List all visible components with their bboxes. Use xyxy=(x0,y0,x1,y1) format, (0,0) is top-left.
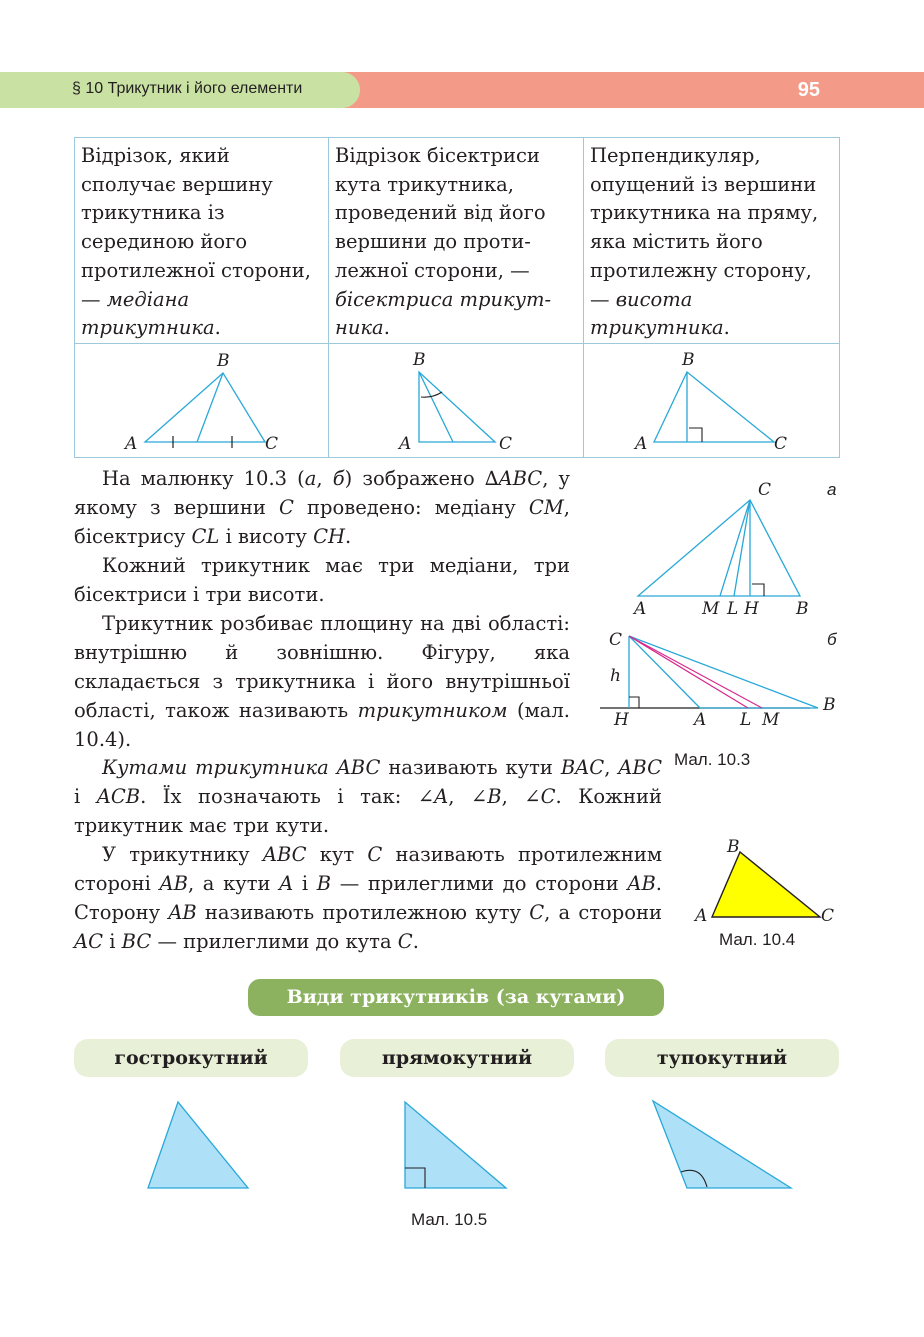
section-header xyxy=(0,72,360,108)
figure-10-3-a xyxy=(596,474,846,624)
altitude-figure xyxy=(584,344,840,457)
section-title: § 10 Трикутник і його елементи xyxy=(72,80,303,97)
definition-bisector: Відрізок бісектриси кута трикутника, проведений від його вершини до протилежної сторони, — бісектриса трикутника. xyxy=(329,138,584,344)
label-h: H xyxy=(744,599,759,619)
label-obtuse: тупокутний xyxy=(605,1039,839,1077)
median-figure xyxy=(75,344,329,457)
label-m: M xyxy=(702,599,720,619)
vertex-label-b: B xyxy=(682,349,695,370)
label-c: C xyxy=(758,480,772,500)
label-h-foot: H xyxy=(614,710,629,730)
paragraph-2: Кожний трикутник має три медіани, три бісектриси і три висоти. xyxy=(74,554,570,606)
body-text-wide xyxy=(74,753,662,956)
right-triangle xyxy=(400,1095,520,1195)
triangle-types-banner: Види трикутників (за кутами) xyxy=(248,979,664,1016)
label-acute: гострокутний xyxy=(74,1039,308,1077)
term-median: медіана трикутника xyxy=(81,287,215,340)
label-a: A xyxy=(695,906,708,926)
definitions-table xyxy=(74,137,840,458)
median-figure-cell xyxy=(75,343,329,457)
vertex-label-a: A xyxy=(125,433,138,454)
caption-10-3: Мал. 10.3 xyxy=(674,750,751,769)
label-m: M xyxy=(762,710,780,730)
vertex-label-a: A xyxy=(635,433,648,454)
paragraph-3: Трикутник розбиває площину на дві області: внутрішню й зовнішню. Фігуру, яка складається з трикутника і його внутрішньої області, також називають трикутником (мал. 10.4). xyxy=(74,612,570,751)
bisector-figure-cell xyxy=(329,343,584,457)
paragraph-1: На малюнку 10.3 (а, б) зображено ∆ABC, у якому з вершини C проведено: медіану CM, бісектрису CL і висоту CH. xyxy=(74,467,570,548)
vertex-label-c: C xyxy=(265,433,279,454)
page-number: 95 xyxy=(797,79,820,101)
vertex-label-a: A xyxy=(399,433,412,454)
figure-10-3-b xyxy=(596,624,846,734)
label-l: L xyxy=(727,599,739,619)
label-a: A xyxy=(694,710,707,730)
term-bisector: бісектриса трикутника xyxy=(335,287,552,340)
caption-10-5: Мал. 10.5 xyxy=(411,1210,488,1229)
body-text-narrow xyxy=(74,464,570,754)
vertex-label-b: B xyxy=(413,349,426,370)
label-b: B xyxy=(727,837,740,857)
obtuse-triangle xyxy=(645,1095,805,1195)
subfigure-tag-a: а xyxy=(827,480,837,499)
paragraph-4: Кутами трикутника ABC називають кути BAC, ABC і ACB. Їх позначають і так: ∠A, ∠B, ∠C. Кожний трикутник має три кути. xyxy=(74,756,662,837)
term-altitude: висота трикутника xyxy=(590,287,724,340)
label-l: L xyxy=(740,710,752,730)
bisector-figure xyxy=(329,344,584,457)
label-h-altitude: h xyxy=(610,666,621,686)
subfigure-tag-b: б xyxy=(827,630,837,649)
paragraph-5: У трикутнику ABC кут C називають протилежним стороні AB, а кути A і B — прилеглими до сторони AB. Сторону AB називають протилежною куту C, а сторони AC і BC — прилеглими до кута C. xyxy=(74,843,662,953)
label-b: B xyxy=(796,599,809,619)
vertex-label-c: C xyxy=(499,433,513,454)
page-header-bar xyxy=(330,72,924,108)
altitude-figure-cell xyxy=(584,343,840,457)
figure-10-4 xyxy=(690,832,840,932)
vertex-label-c: C xyxy=(774,433,788,454)
label-b: B xyxy=(823,695,836,715)
vertex-label-b: B xyxy=(217,350,230,371)
definition-median: Відрізок, який сполучає вершину трикутника із серединою його протилежної сторони, — медіана трикутника. xyxy=(75,138,329,344)
label-a: A xyxy=(634,599,647,619)
definition-altitude: Перпендикуляр, опущений із вершини трикутника на пряму, яка містить його протилежну сторону, — висота трикутника. xyxy=(584,138,840,344)
label-right: прямокутний xyxy=(340,1039,574,1077)
label-c: C xyxy=(821,906,835,926)
caption-10-4: Мал. 10.4 xyxy=(719,930,796,949)
label-c: C xyxy=(609,630,623,650)
acute-triangle xyxy=(140,1095,260,1195)
